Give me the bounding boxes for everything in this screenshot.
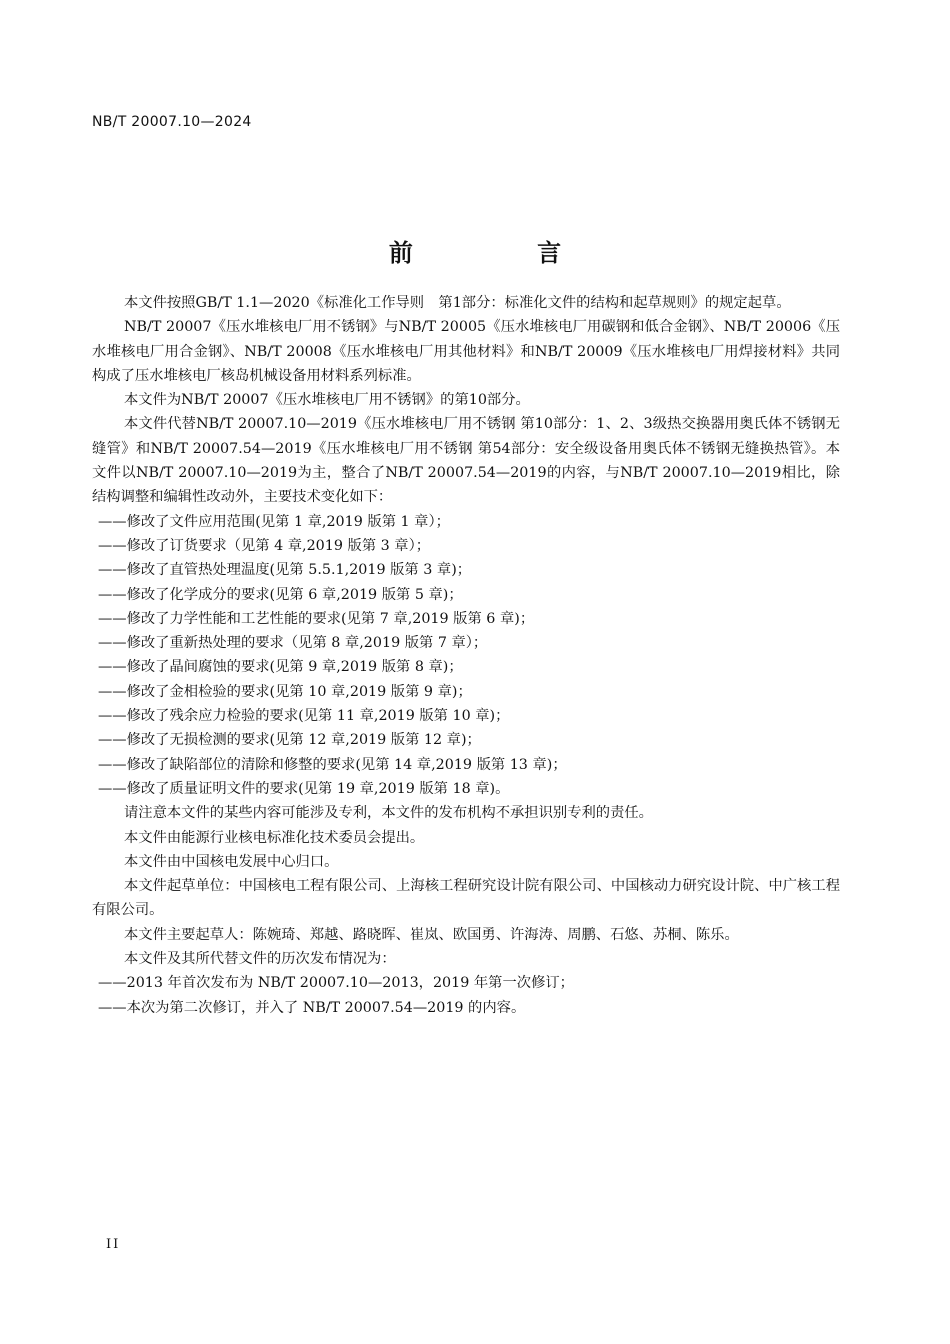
list-item: ——修改了金相检验的要求(见第 10 章,2019 版第 9 章)； — [98, 683, 472, 700]
list-item: ——修改了质量证明文件的要求(见第 19 章,2019 版第 18 章)。 — [98, 780, 510, 797]
list-item: ——修改了订货要求（见第 4 章,2019 版第 3 章）； — [98, 537, 431, 554]
list-item: ——修改了直管热处理温度(见第 5.5.1,2019 版第 3 章)； — [98, 562, 472, 579]
paragraph-history-intro: 本文件及其所代替文件的历次发布情况为： — [124, 951, 396, 968]
technical-changes-list — [92, 510, 840, 802]
paragraph-series-standards: NB/T 20007《压水堆核电厂用不锈钢》与NB/T 20005《压水堆核电厂用碳钢和低合金钢》、NB/T 20006《压水堆核电厂用合金钢》、NB/T 20008《压水堆核电厂用其他材料》和NB/T 20009《压水堆核电厂用焊接材料》共同构成了压水堆核电厂核岛机械设备用材料系列标准。 — [92, 319, 840, 384]
list-item: ——修改了残余应力检验的要求(见第 11 章,2019 版第 10 章)； — [98, 708, 510, 725]
foreword-body — [92, 291, 840, 1020]
list-item: ——修改了文件应用范围(见第 1 章,2019 版第 1 章）； — [98, 513, 450, 530]
list-item: ——修改了缺陷部位的清除和修整的要求(见第 14 章,2019 版第 13 章)； — [98, 756, 567, 773]
list-item: ——修改了晶间腐蚀的要求(见第 9 章,2019 版第 8 章)； — [98, 659, 463, 676]
paragraph-replacement: 本文件代替NB/T 20007.10—2019《压水堆核电厂用不锈钢 第10部分：1、2、3级热交换器用奥氏体不锈钢无缝管》和NB/T 20007.54—2019《压水堆核电厂用不锈钢 第54部分：安全级设备用奥氏体不锈钢无缝换热管》。本文件以NB/T 20007.10—2019为主，整合了NB/T 20007.54—2019的内容，与NB/T 20007.10—2019相比，除结构调整和编辑性改动外，主要技术变化如下： — [92, 416, 840, 506]
standard-number: NB/T 20007.10—2024 — [92, 114, 252, 130]
paragraph-proposer: 本文件由能源行业核电标准化技术委员会提出。 — [124, 829, 425, 846]
list-item: ——修改了重新热处理的要求（见第 8 章,2019 版第 7 章）； — [98, 635, 488, 652]
paragraph-part-number: 本文件为NB/T 20007《压水堆核电厂用不锈钢》的第10部分。 — [124, 392, 530, 409]
paragraph-drafters: 本文件主要起草人：陈婉琦、郑越、路晓晖、崔岚、欧国勇、许海涛、周鹏、石悠、苏桐、陈乐。 — [124, 926, 739, 943]
paragraph-drafting-units: 本文件起草单位：中国核电工程有限公司、上海核工程研究设计院有限公司、中国核动力研究设计院、中广核工程有限公司。 — [92, 878, 840, 919]
history-list — [92, 971, 840, 1020]
list-item: ——2013 年首次发布为 NB/T 20007.10—2013，2019 年第一次修订； — [98, 975, 574, 992]
paragraph-patent-notice: 请注意本文件的某些内容可能涉及专利，本文件的发布机构不承担识别专利的责任。 — [124, 805, 653, 822]
page-number: II — [106, 1237, 121, 1252]
list-item: ——本次为第二次修订，并入了 NB/T 20007.54—2019 的内容。 — [98, 999, 526, 1016]
list-item: ——修改了力学性能和工艺性能的要求(见第 7 章,2019 版第 6 章)； — [98, 610, 535, 627]
paragraph-drafting-rules: 本文件按照GB/T 1.1—2020《标准化工作导则 第1部分：标准化文件的结构和起草规则》的规定起草。 — [124, 295, 791, 311]
page-title: 前 言 — [388, 239, 620, 267]
list-item: ——修改了化学成分的要求(见第 6 章,2019 版第 5 章)； — [98, 586, 463, 603]
list-item: ——修改了无损检测的要求(见第 12 章,2019 版第 12 章)； — [98, 732, 481, 749]
paragraph-administrator: 本文件由中国核电发展中心归口。 — [124, 853, 339, 870]
